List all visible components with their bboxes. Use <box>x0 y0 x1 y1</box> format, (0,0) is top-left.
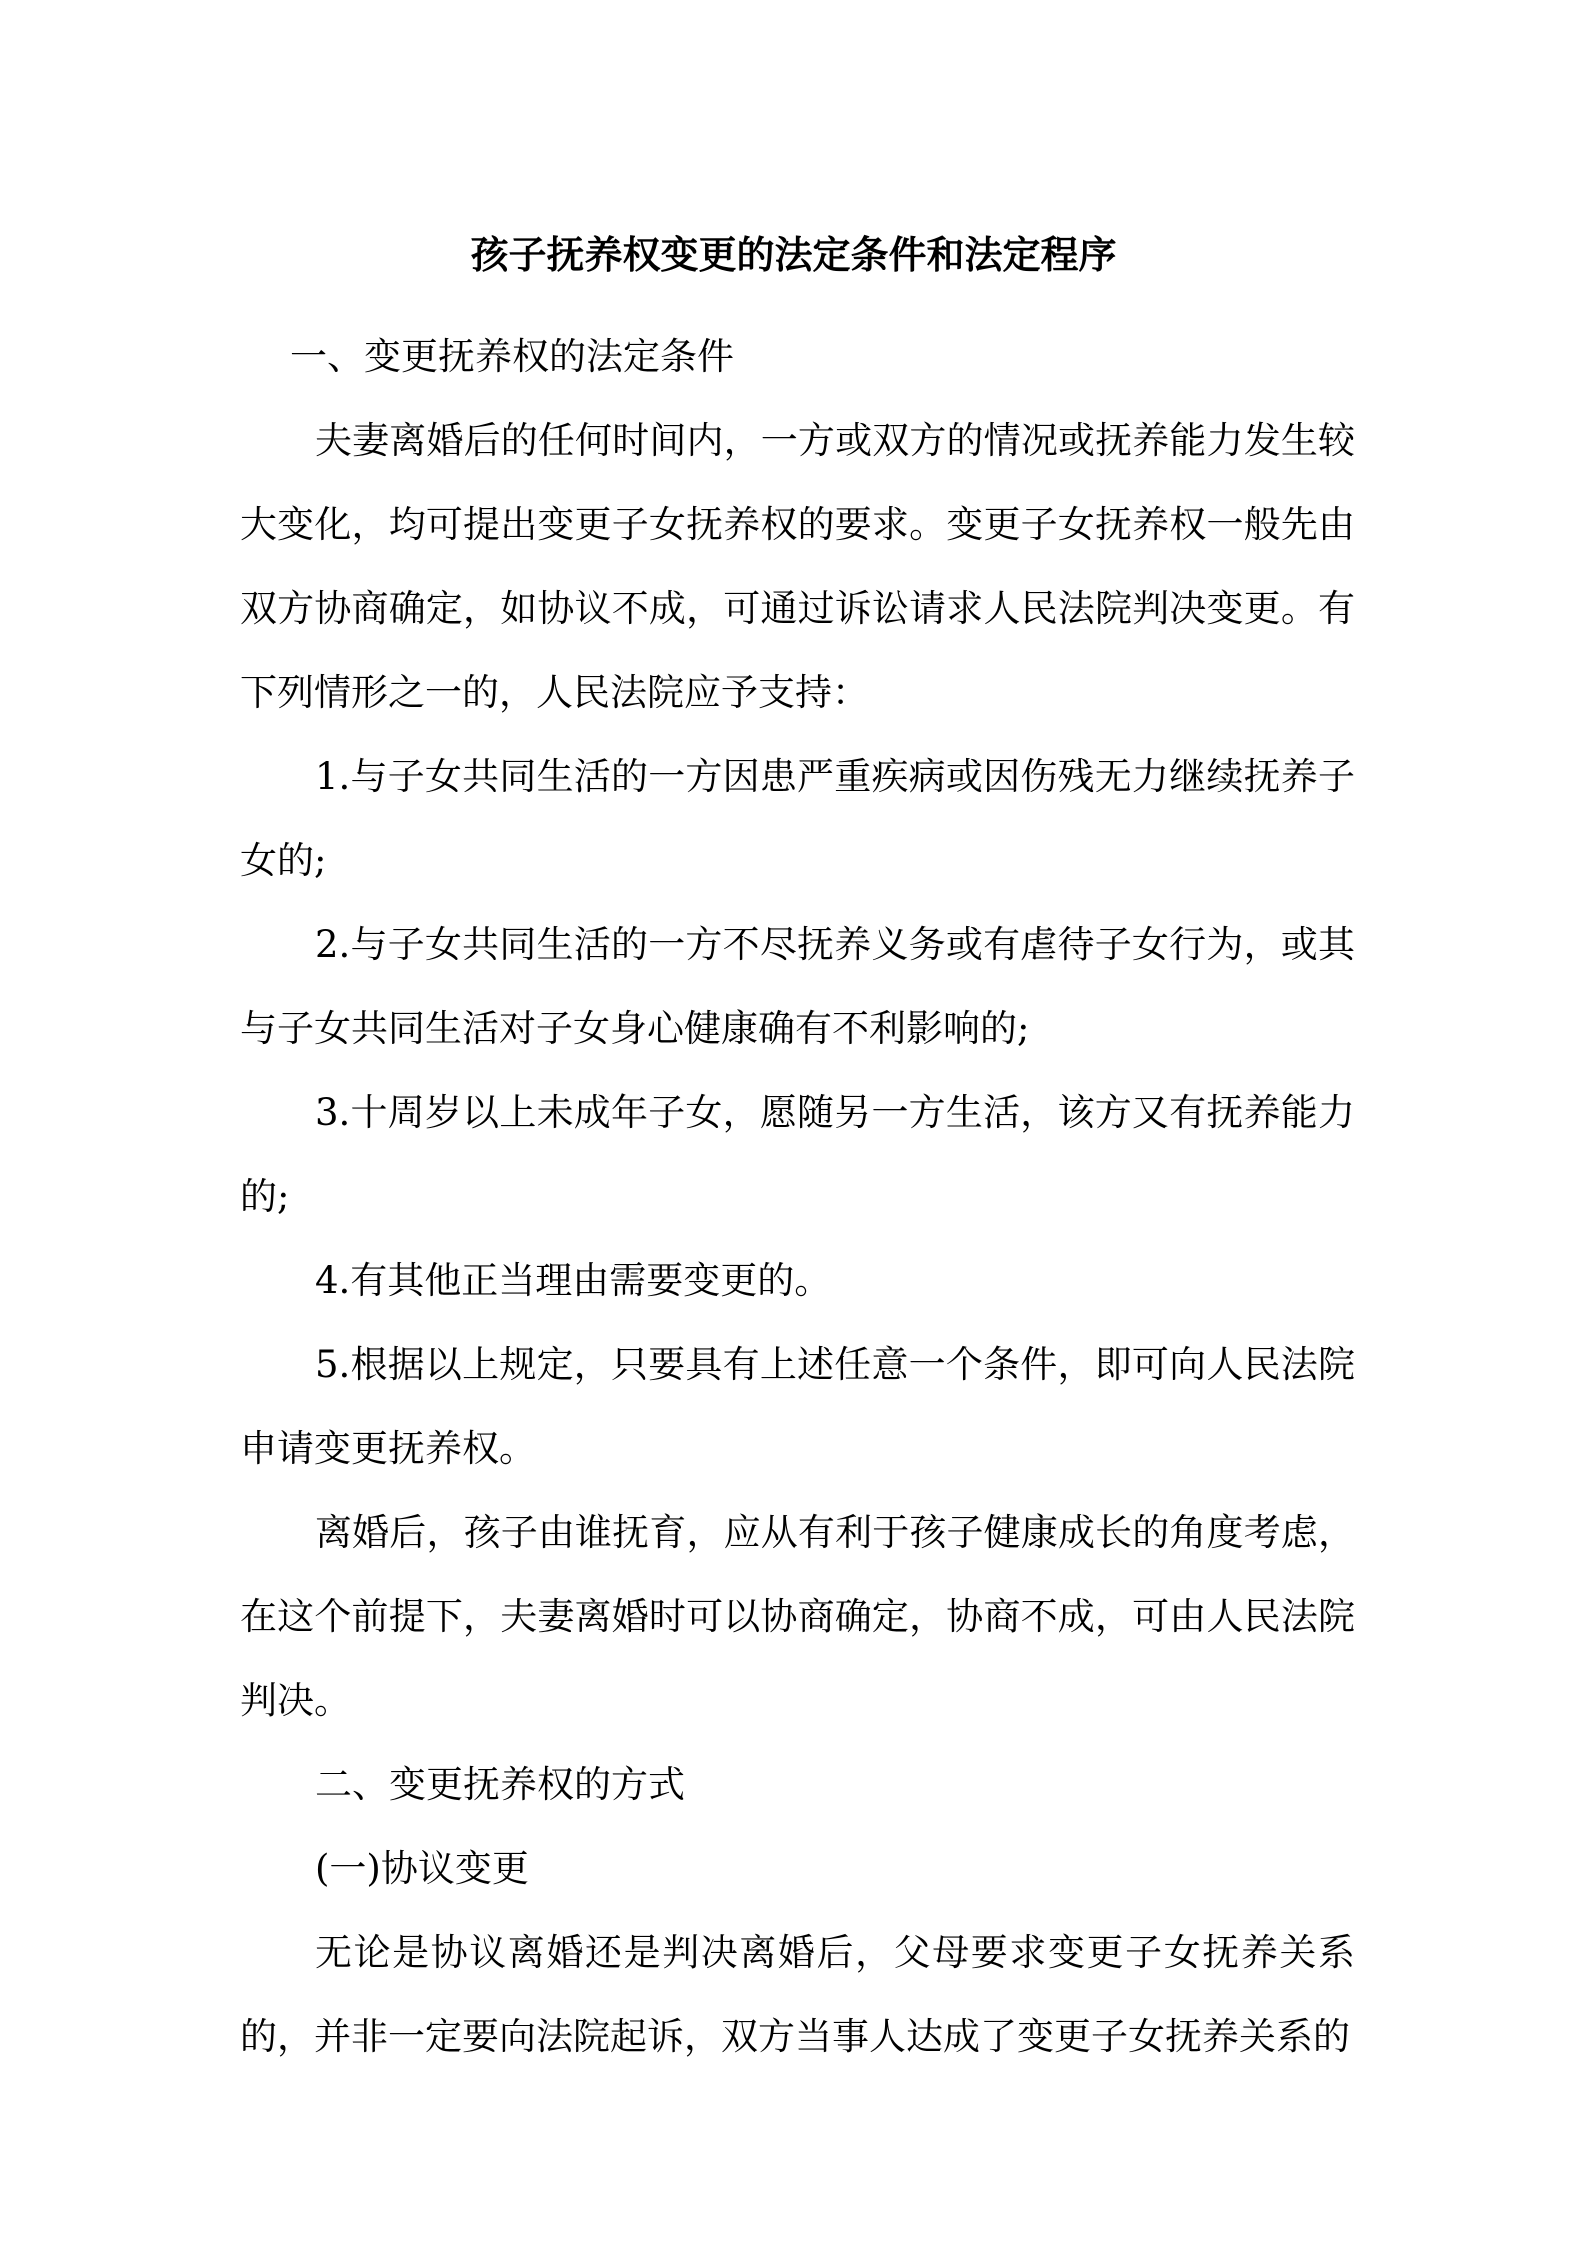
paragraph-custody: 离婚后，孩子由谁抚育，应从有利于孩子健康成长的角度考虑，在这个前提下，夫妻离婚时可以协商确定，协商不成，可由人民法院判决。 <box>240 1511 1355 1722</box>
document-title: 孩子抚养权变更的法定条件和法定程序 <box>470 232 1117 277</box>
section-heading-1: 一、变更抚养权的法定条件 <box>290 335 734 378</box>
paragraph-agreement: 无论是协议离婚还是判决离婚后，父母要求变更子女抚养关系的，并非一定要向法院起诉，双方当事人达成了变更子女抚养关系的 <box>240 1931 1355 2058</box>
list-item-2: 2.与子女共同生活的一方不尽抚养义务或有虐待子女行为，或其与子女共同生活对子女身心健康确有不利影响的; <box>240 923 1355 1050</box>
list-item-4: 4.有其他正当理由需要变更的。 <box>315 1259 832 1302</box>
subsection-heading-1: (一)协议变更 <box>315 1847 529 1890</box>
list-item-3: 3.十周岁以上未成年子女，愿随另一方生活，该方又有抚养能力的; <box>240 1091 1355 1218</box>
section-heading-2: 二、变更抚养权的方式 <box>315 1763 685 1806</box>
list-item-1: 1.与子女共同生活的一方因患严重疾病或因伤残无力继续抚养子女的; <box>240 755 1355 882</box>
document-body <box>240 315 1355 2079</box>
paragraph-intro: 夫妻离婚后的任何时间内，一方或双方的情况或抚养能力发生较大变化，均可提出变更子女抚养权的要求。变更子女抚养权一般先由双方协商确定，如协议不成，可通过诉讼请求人民法院判决变更。有下列情形之一的，人民法院应予支持： <box>240 419 1355 714</box>
list-item-5: 5.根据以上规定，只要具有上述任意一个条件，即可向人民法院申请变更抚养权。 <box>240 1343 1355 1470</box>
